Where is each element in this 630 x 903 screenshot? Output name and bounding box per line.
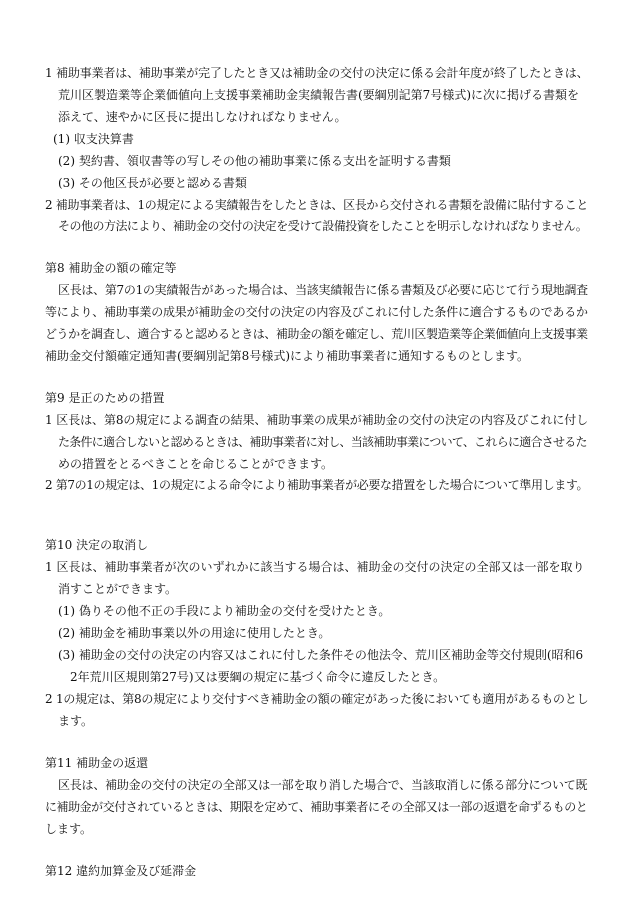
text-line: 2年荒川区規則第27号)又は要綱の規定に基づく命令に違反したとき。 [70,670,446,684]
text-line: めの措置をとるべきことを命じることができます。 [58,457,334,471]
text-line: 1 区長は、補助事業者が次のいずれかに該当する場合は、補助金の交付の決定の全部又は一部を取り [45,560,585,574]
text-line: (1) 偽りその他不正の手段により補助金の交付を受けたとき。 [58,604,391,618]
section-heading: 第12 違約加算金及び延滞金 [45,864,197,878]
section-heading: 第8 補助金の額の確定等 [45,261,177,275]
text-line: (3) 補助金の交付の決定の内容又はこれに付した条件その他法令、荒川区補助金等交付規則(昭和6 [58,648,584,662]
text-line: 区長は、補助金の交付の決定の全部又は一部を取り消した場合で、当該取消しに係る部分について既 [58,778,588,792]
text-line: (3) その他区長が必要と認める書類 [58,176,247,190]
text-line: 添えて、速やかに区長に提出しなければなりません。 [58,110,347,124]
text-line: 1 区長は、第8の規定による調査の結果、補助事業の成果が補助金の交付の決定の内容及びこれに付し [45,413,589,427]
section-heading: 第11 補助金の返還 [45,756,149,770]
text-line: 2 1の規定は、第8の規定により交付すべき補助金の額の確定があった後においても適用があるものとし [45,692,589,706]
section-heading: 第9 是正のための措置 [45,391,165,405]
text-line: 消すことができます。 [58,582,178,596]
text-line: (1) 収支決算書 [53,132,134,146]
text-line: ます。 [58,714,94,728]
text-line: どうかを調査し、適合すると認めるときは、補助金の額を確定し、荒川区製造業等企業価値向上支援事業 [45,327,588,341]
text-line: 2 第7の1の規定は、1の規定による命令により補助事業者が必要な措置をした場合について準用します。 [45,478,589,492]
text-line: 2 補助事業者は、1の規定による実績報告をしたときは、区長から交付される書類を設備に貼付すること [45,198,589,212]
text-line: 1 補助事業者は、補助事業が完了したとき又は補助金の交付の決定に係る会計年度が終了したときは、 [45,66,589,80]
text-line: 区長は、第7の1の実績報告があった場合は、当該実績報告に係る書類及び必要に応じて行う現地調査 [58,283,588,297]
section-heading: 第10 決定の取消し [45,538,149,552]
text-line: に補助金が交付されているときは、期限を定めて、補助事業者にその全部又は一部の返還を命ずるものと [45,800,588,814]
text-line: 等により、補助事業の成果が補助金の交付の決定の内容及びこれに付した条件に適合するものであるか [45,305,588,319]
text-line: (2) 補助金を補助事業以外の用途に使用したとき。 [58,626,331,640]
text-line: 荒川区製造業等企業価値向上支援事業補助金実績報告書(要綱別記第7号様式)に次に掲げる書類を [58,88,580,102]
text-line: します。 [45,822,93,836]
text-line: その他の方法により、補助金の交付の決定を受けて設備投資をしたことを明示しなければなりません。 [58,219,588,233]
text-line: 補助金交付額確定通知書(要綱別記第8号様式)により補助事業者に通知するものとします。 [45,349,530,363]
text-line: た条件に適合しないと認めるときは、補助事業者に対し、当該補助事業について、これらに適合させるた [58,435,587,449]
text-line: (2) 契約書、領収書等の写しその他の補助事業に係る支出を証明する書類 [58,154,451,168]
